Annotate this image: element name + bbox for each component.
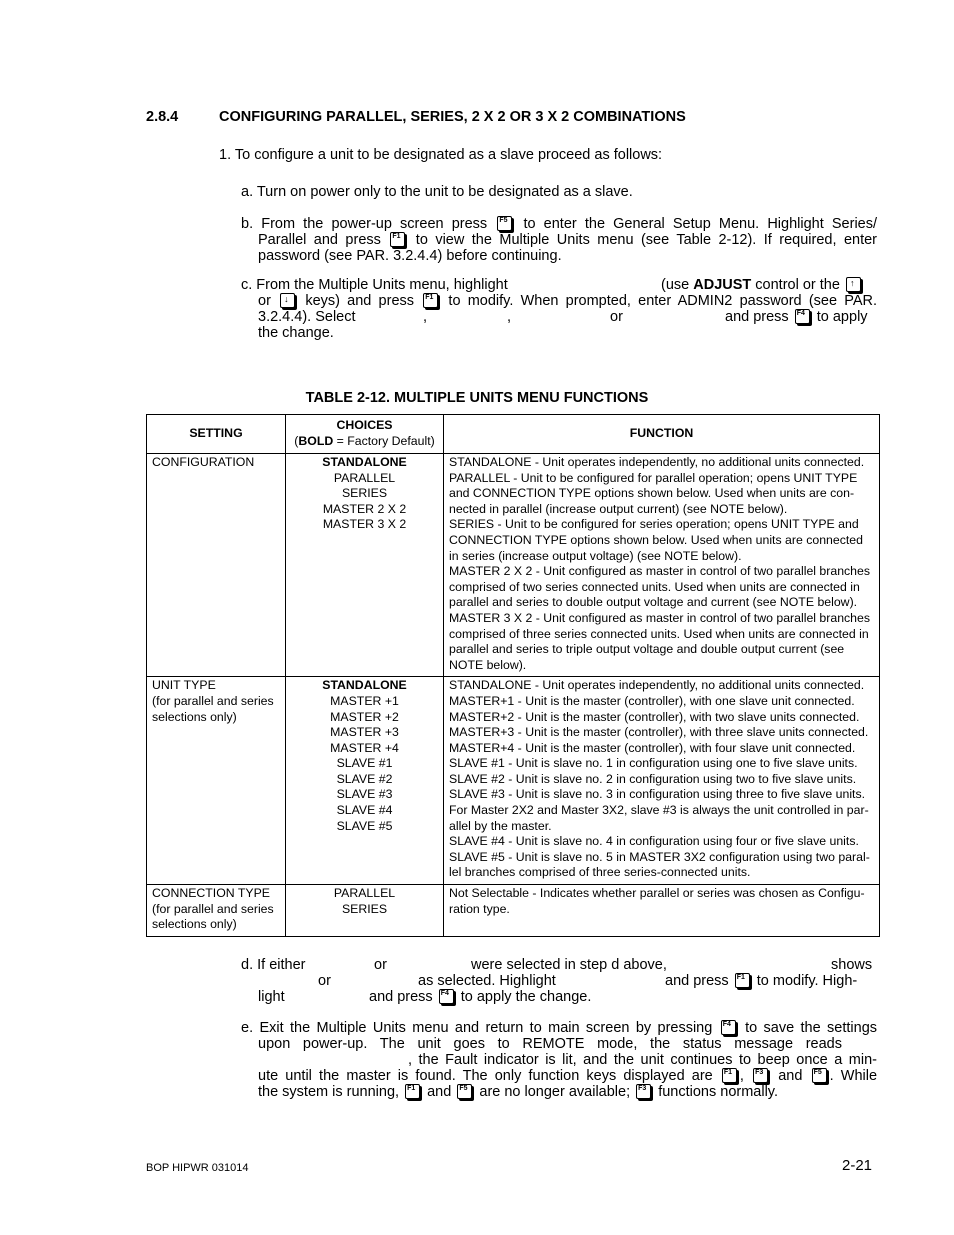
cell-choices: PARALLEL SERIES xyxy=(286,885,444,937)
f5-key-icon: F5 xyxy=(812,1068,827,1083)
step-e-line2: upon power-up. The unit goes to REMOTE mode, the status message reads xyxy=(258,1036,842,1052)
f1-key-icon: F1 xyxy=(735,973,750,988)
step-e xyxy=(241,1020,877,1100)
cell-choices: STANDALONE PARALLEL SERIES MASTER 2 X 2 MASTER 3 X 2 xyxy=(286,454,444,677)
step-e-line5: the system is running, F1 and F5 are no longer available; F3 functions normally. xyxy=(258,1084,778,1100)
f5-key-icon: F5 xyxy=(497,216,512,231)
step-c-line1: c. From the Multiple Units menu, highlight (use ADJUST control or the ↑ xyxy=(241,277,877,293)
f1-key-icon: F1 xyxy=(423,293,438,308)
header-choices: CHOICES (BOLD = Factory Default) xyxy=(286,415,444,454)
f5-key-icon: F5 xyxy=(457,1084,472,1099)
section-number: 2.8.4 xyxy=(146,109,179,125)
step-c-line2: or ↓ keys) and press F1 to modify. When prompted, enter ADMIN2 password (see PAR. xyxy=(258,293,877,309)
cell-function: STANDALONE - Unit operates independently, no additional units connected. PARALLEL - Unit to be configured for parallel operation; opens UNIT TYPE and CONNECTION TYPE options shown below. Used when units are con-nected in parallel (increase output current) (see NOTE below). SERIES - Unit to be configured for series operation; opens UNIT TYPE and CONNECTION TYPE options shown below. Used when units are connected in series (increase output voltage) (see NOTE below). MASTER 2 X 2 - Unit configured as master in control of two parallel branches comprised of two series connected units. Used when units are connected in parallel and series to double output voltage and current (see NOTE below). MASTER 3 X 2 - Unit configured as master in control of two parallel branches comprised of three series connected units. Used when units are connected in parallel and series to triple output voltage and double output current (see NOTE below). xyxy=(444,454,880,677)
f4-key-icon: F4 xyxy=(439,989,454,1004)
f4-key-icon: F4 xyxy=(721,1020,736,1035)
table-caption: TABLE 2-12. MULTIPLE UNITS MENU FUNCTIONS xyxy=(305,390,649,406)
table-header-row xyxy=(147,415,880,454)
step-1: 1. To configure a unit to be designated as a slave proceed as follows: xyxy=(219,147,663,163)
step-c xyxy=(241,277,877,341)
f1-key-icon: F1 xyxy=(722,1068,737,1083)
down-arrow-key-icon: ↓ xyxy=(280,293,295,308)
step-d-line2: or as selected. Highlight and press F1 to modify. High- xyxy=(318,973,858,989)
f4-key-icon: F4 xyxy=(795,309,810,324)
step-c-line3: 3.2.4.4). Select , , or and press F4 to apply xyxy=(258,309,868,325)
f1-key-icon: F1 xyxy=(390,232,405,247)
step-b-line3: password (see PAR. 3.2.4.4) before continuing. xyxy=(258,248,562,264)
step-d-line1: d. If either or were selected in step d above, shows xyxy=(241,957,873,973)
step-e-line1: e. Exit the Multiple Units menu and return to main screen by pressing F4 to save the settings xyxy=(241,1020,878,1036)
step-a: a. Turn on power only to the unit to be designated as a slave. xyxy=(241,184,633,200)
table-row xyxy=(147,885,880,937)
step-b-line2: Parallel and press F1 to view the Multiple Units menu (see Table 2-12). If required, enter xyxy=(258,232,877,248)
f3-key-icon: F3 xyxy=(753,1068,768,1083)
cell-setting: CONFIGURATION xyxy=(147,454,286,677)
header-setting: SETTING xyxy=(147,415,286,454)
table-row xyxy=(147,454,880,677)
step-e-line3: , the Fault indicator is lit, and the unit continues to beep once a min- xyxy=(408,1052,877,1068)
page-number: 2-21 xyxy=(842,1157,873,1174)
cell-choices: STANDALONE MASTER +1 MASTER +2 MASTER +3 MASTER +4 SLAVE #1 SLAVE #2 SLAVE #3 SLAVE #4 SLAVE #5 xyxy=(286,677,444,885)
step-c-line4: the change. xyxy=(258,325,334,341)
table-body xyxy=(147,454,880,937)
step-e-line4: ute until the master is found. The only function keys displayed are F1 , F3 and F5 . While xyxy=(258,1068,878,1084)
up-arrow-key-icon: ↑ xyxy=(846,277,861,292)
section-title: CONFIGURING PARALLEL, SERIES, 2 X 2 OR 3 X 2 COMBINATIONS xyxy=(219,109,686,125)
step-d-line3: light and press F4 to apply the change. xyxy=(258,989,592,1005)
cell-setting: UNIT TYPE (for parallel and series selections only) xyxy=(147,677,286,885)
cell-function: Not Selectable - Indicates whether parallel or series was chosen as Configu-ration type. xyxy=(444,885,880,937)
footer-doc-id: BOP HIPWR 031014 xyxy=(146,1162,249,1174)
multiple-units-table xyxy=(146,414,880,937)
f3-key-icon: F3 xyxy=(636,1084,651,1099)
header-function: FUNCTION xyxy=(444,415,880,454)
table-row xyxy=(147,677,880,885)
cell-setting: CONNECTION TYPE (for parallel and series selections only) xyxy=(147,885,286,937)
step-b-line1: b. From the power-up screen press F5 to enter the General Setup Menu. Highlight Series/ xyxy=(241,216,878,232)
step-d xyxy=(241,957,877,1005)
step-b xyxy=(241,216,877,264)
cell-function: STANDALONE - Unit operates independently, no additional units connected. MASTER+1 - Unit is the master (controller), with one slave unit connected. MASTER+2 - Unit is the master (controller), with two slave units connected. MASTER+3 - Unit is the master (controller), with three slave units connected. MASTER+4 - Unit is the master (controller), with four slave unit connected. SLAVE #1 - Unit is slave no. 1 in configuration using one to five slave units. SLAVE #2 - Unit is slave no. 2 in configuration using two to five slave units. SLAVE #3 - Unit is slave no. 3 in configuration using three to five slave units. For Master 2X2 and Master 3X2, slave #3 is always the unit controlled in par-allel by the master. SLAVE #4 - Unit is slave no. 4 in configuration using four or five slave units. SLAVE #5 - Unit is slave no. 5 in MASTER 3X2 configuration using two paral-lel branches comprised of three series-connected units. xyxy=(444,677,880,885)
f1-key-icon: F1 xyxy=(405,1084,420,1099)
